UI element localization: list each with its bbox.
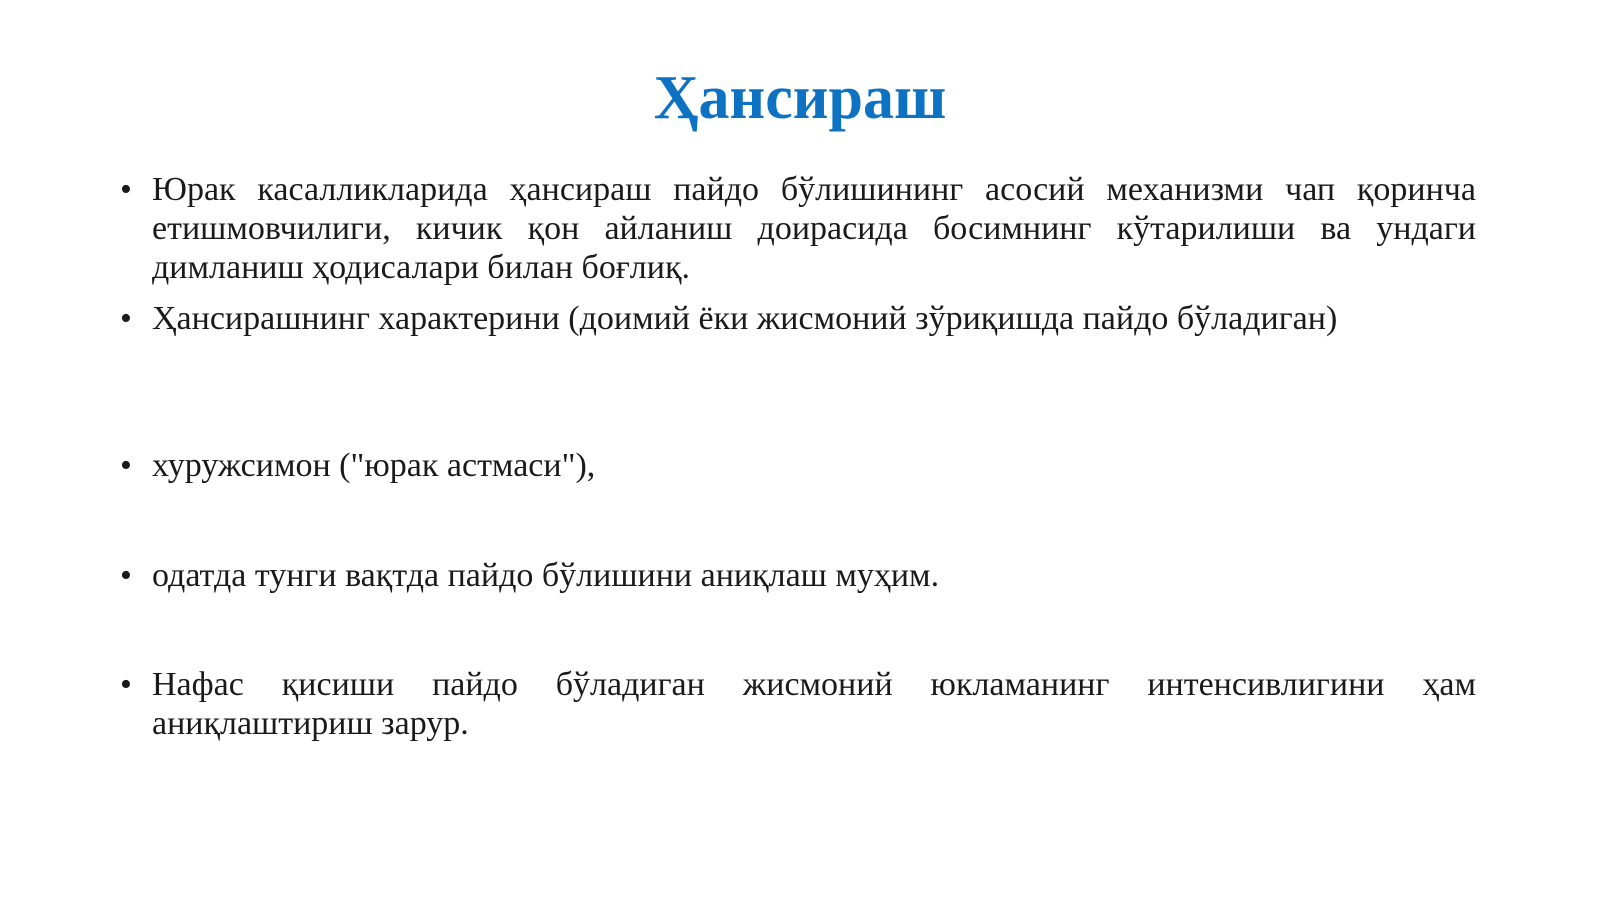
bullet-icon: • [120, 300, 132, 337]
bullet-text: Нафас қисиши пайдо бўладиган жисмоний юкламанинг интенсивлигини ҳам аниқлаштириш зарур. [152, 666, 1476, 742]
bullet-item [120, 665, 1476, 743]
bullet-text: Ҳансирашнинг характерини (доимий ёки жисмоний зўриқишда пайдо бўладиган) [152, 300, 1338, 337]
bullet-item [120, 299, 1476, 338]
bullet-item [120, 170, 1476, 287]
bullet-item [120, 446, 1476, 485]
bullet-icon: • [120, 171, 132, 208]
bullet-icon: • [120, 666, 132, 703]
bullet-icon: • [120, 447, 132, 484]
slide-title: Ҳансираш [653, 64, 947, 132]
bullet-icon: • [120, 557, 132, 594]
bullet-text: Юрак касалликларида ҳансираш пайдо бўлишининг асосий механизми чап қоринча етишмовчилиги, кичик қон айланиш доирасида босимнинг кўтарилиши ва ундаги димланиш ҳодисалари билан боғлиқ. [152, 171, 1476, 286]
bullet-text: одатда тунги вақтда пайдо бўлишини аниқлаш муҳим. [152, 557, 940, 594]
bullet-text: хуружсимон ("юрак астмаси"), [152, 447, 596, 484]
bullet-item [120, 556, 1476, 595]
